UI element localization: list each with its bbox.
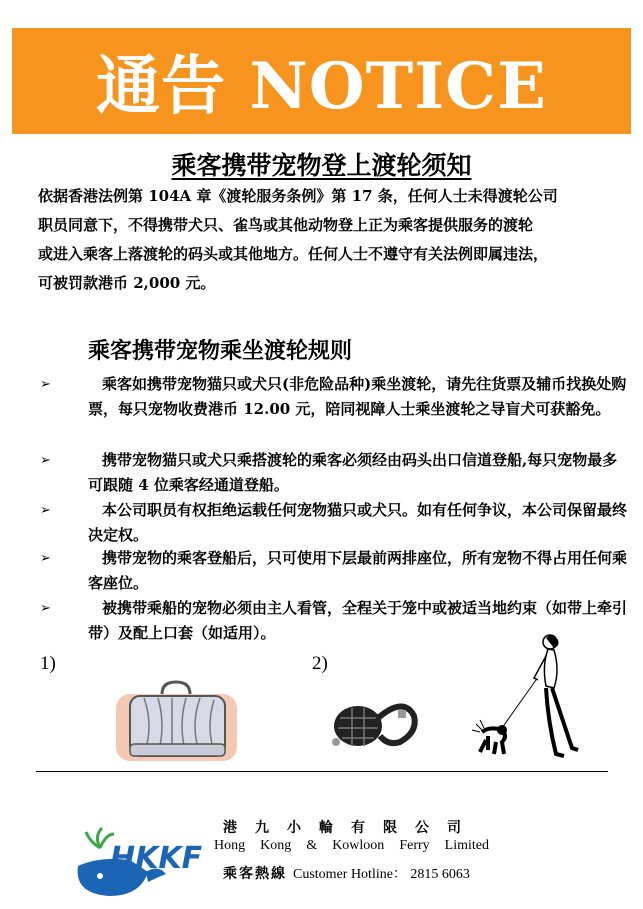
rule-text: 携带宠物猫只或犬只乘搭渡轮的乘客必须经由码头出口信道登船,每只宠物最多可跟随 4 位乘客经通道登船。 (88, 451, 618, 494)
intro-line: 或进入乘客上落渡轮的码头或其他地方。任何人士不遵守有关法例即属违法， (38, 245, 549, 263)
company-word: & (306, 838, 318, 853)
muzzle-icon (328, 688, 420, 756)
notice-heading-text: 乘客携带宠物登上渡轮须知 (171, 151, 472, 180)
company-word: Limited (444, 838, 489, 853)
rule-text: 被携带乘船的宠物必须由主人看管，全程关于笼中或被适当地约束（如带上牵引带）及配上口套（如适用）。 (88, 599, 628, 642)
pet-carrier-icon (114, 678, 239, 763)
bullet-arrow-icon: ➢ (40, 551, 51, 566)
notice-heading (0, 146, 643, 182)
rule-item (38, 498, 628, 548)
rule-item (38, 448, 628, 498)
bullet-arrow-icon: ➢ (40, 503, 51, 518)
company-name-en (214, 838, 489, 854)
company-word: Kong (260, 838, 292, 853)
footer-divider (36, 771, 608, 772)
intro-line: 职员同意下，不得携带犬只、雀鸟或其他动物登上正为乘客提供服务的渡轮 (38, 216, 534, 234)
bullet-arrow-icon: ➢ (40, 377, 51, 392)
intro-line: 可被罚款港币 2,000 元。 (38, 274, 216, 292)
intro-paragraph (38, 182, 618, 298)
rules-heading: 乘客携带宠物乘坐渡轮规则 (88, 338, 353, 364)
banner-title: 通告 NOTICE (96, 49, 547, 124)
bullet-arrow-icon: ➢ (40, 601, 51, 616)
company-word: Hong (214, 838, 246, 853)
rule-item (38, 546, 628, 596)
bullet-arrow-icon: ➢ (40, 453, 51, 468)
rule-item (38, 372, 628, 422)
rule-text: 乘客如携带宠物猫只或犬只(非危险品种)乘坐渡轮，请先往货票及辅币找换处购票，每只宠物收费港币 12.00 元，陪同视障人士乘坐渡轮之导盲犬可获豁免。 (88, 375, 627, 418)
hotline-label-zh: 乘客熱線 (223, 867, 287, 882)
intro-line: 依据香港法例第 104A 章《渡轮服务条例》第 17 条，任何人士未得渡轮公司 (38, 187, 558, 205)
rule-text: 本公司职员有权拒绝运载任何宠物猫只或犬只。如有任何争议，本公司保留最终决定权。 (88, 501, 628, 544)
logo-text: HKKF (110, 841, 203, 876)
company-word: Kowloon (332, 838, 385, 853)
notice-banner (12, 28, 631, 134)
hkkf-whale-logo-icon (70, 820, 210, 900)
figure-label-2: 2) (312, 653, 328, 674)
customer-hotline (223, 863, 470, 883)
company-name-zh: 港九小輪有限公司 (223, 820, 479, 836)
company-word: Ferry (399, 838, 430, 853)
rule-text: 携带宠物的乘客登船后，只可使用下层最前两排座位，所有宠物不得占用任何乘客座位。 (88, 549, 628, 592)
hotline-label-en: Customer Hotline： 2815 6063 (293, 867, 470, 882)
person-walking-dog-icon (468, 632, 583, 762)
figure-label-1: 1) (40, 653, 56, 674)
